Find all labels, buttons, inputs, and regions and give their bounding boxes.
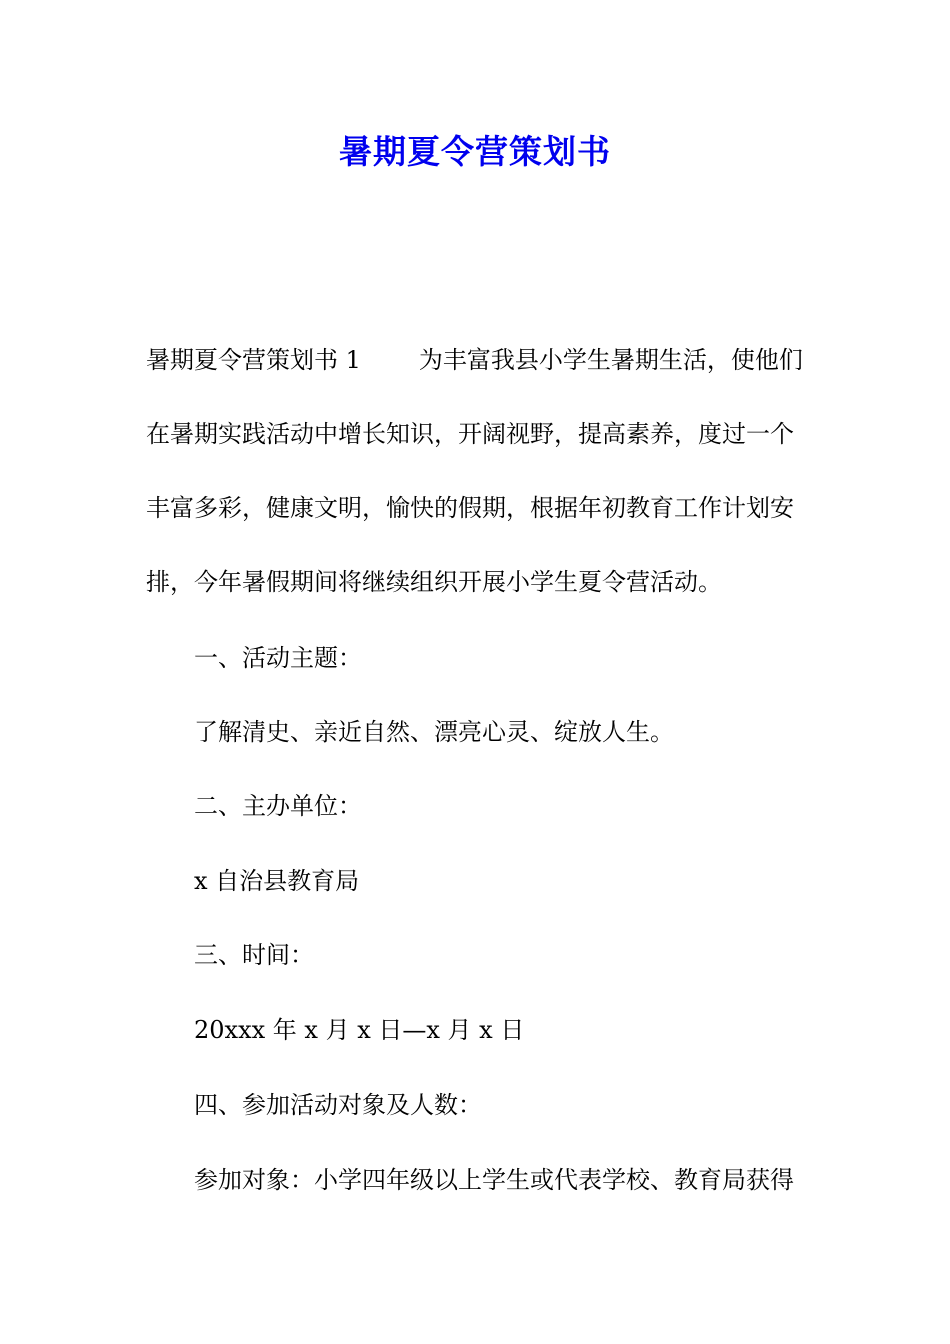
section-heading-organizer: 二、主办单位： <box>194 792 362 820</box>
intro-text: 为丰富我县小学生暑期生活，使他们 <box>418 346 803 374</box>
section-heading-theme: 一、活动主题： <box>194 644 362 672</box>
intro-line-2: 在暑期实践活动中增长知识，开阔视野，提高素养，度过一个 <box>146 420 794 448</box>
section-content-organizer: x 自治县教育局 <box>194 867 360 895</box>
section-heading-participants: 四、参加活动对象及人数： <box>194 1091 482 1119</box>
section-content-participants: 参加对象：小学四年级以上学生或代表学校、教育局获得 <box>194 1166 794 1194</box>
section-heading-time: 三、时间： <box>194 941 314 969</box>
document-title: 暑期夏令营策划书 <box>339 132 611 171</box>
intro-line-1 <box>146 342 816 378</box>
section-content-theme: 了解清史、亲近自然、漂亮心灵、绽放人生。 <box>194 718 674 746</box>
intro-heading: 暑期夏令营策划书 1 <box>146 346 361 374</box>
intro-line-4: 排，今年暑假期间将继续组织开展小学生夏令营活动。 <box>146 568 722 596</box>
section-content-time: 20xxx 年 x 月 x 日—x 月 x 日 <box>194 1016 525 1044</box>
intro-line-3: 丰富多彩，健康文明，愉快的假期，根据年初教育工作计划安 <box>146 494 794 522</box>
